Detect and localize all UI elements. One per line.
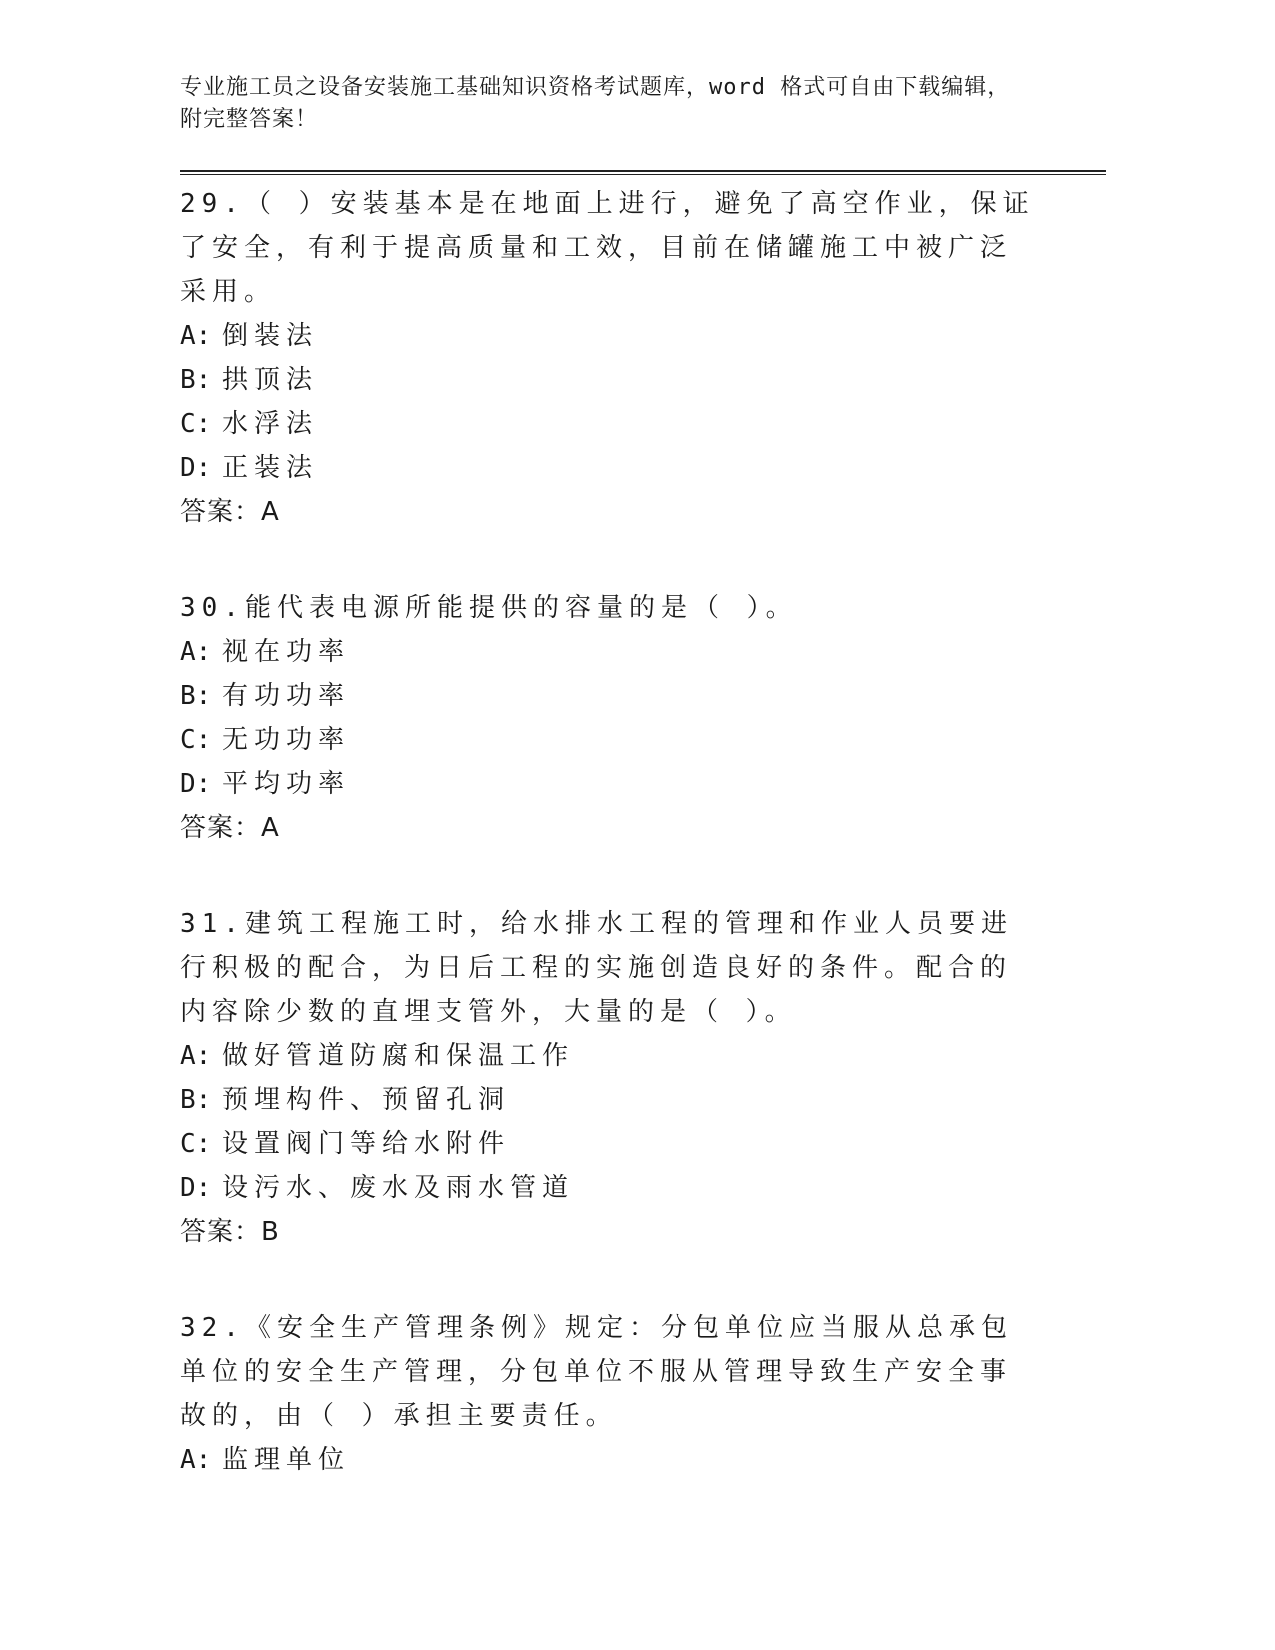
question-stem: 32.《安全生产管理条例》规定：分包单位应当服从总承包单位的安全生产管理，分包单位不服从管理导致生产安全事故的，由（ ）承担主要责任。 bbox=[180, 1313, 1013, 1431]
option-text: 水浮法 bbox=[222, 409, 319, 439]
option-text: 拱顶法 bbox=[222, 365, 319, 395]
option-letter: D: bbox=[180, 453, 212, 483]
option-letter: A: bbox=[180, 637, 212, 667]
option-text: 设污水、废水及雨水管道 bbox=[222, 1173, 575, 1203]
question-30 bbox=[180, 586, 1040, 850]
option-b bbox=[180, 1078, 1040, 1122]
document-header bbox=[180, 72, 1080, 136]
option-letter: C: bbox=[180, 725, 212, 755]
option-text: 无功功率 bbox=[222, 725, 351, 755]
option-c bbox=[180, 402, 1040, 446]
option-c bbox=[180, 718, 1040, 762]
option-text: 平均功率 bbox=[222, 769, 351, 799]
option-letter: A: bbox=[180, 1041, 212, 1071]
option-c bbox=[180, 1122, 1040, 1166]
answer-line: 答案：A bbox=[180, 813, 280, 843]
option-text: 视在功率 bbox=[222, 637, 351, 667]
option-a bbox=[180, 1034, 1040, 1078]
header-line-1: 专业施工员之设备安装施工基础知识资格考试题库，word 格式可自由下载编辑， bbox=[180, 75, 1011, 100]
option-text: 正装法 bbox=[222, 453, 319, 483]
option-d bbox=[180, 446, 1040, 490]
question-stem: 30.能代表电源所能提供的容量的是（ ）。 bbox=[180, 593, 798, 623]
option-letter: B: bbox=[180, 365, 212, 395]
option-b bbox=[180, 358, 1040, 402]
header-line-2: 附完整答案！ bbox=[180, 107, 319, 132]
option-text: 设置阀门等给水附件 bbox=[222, 1129, 511, 1159]
question-stem: 31.建筑工程施工时，给水排水工程的管理和作业人员要进行积极的配合，为日后工程的实施创造良好的条件。配合的内容除少数的直埋支管外，大量的是（ ）。 bbox=[180, 909, 1013, 1027]
option-text: 有功功率 bbox=[222, 681, 351, 711]
header-divider bbox=[180, 170, 1106, 175]
question-32 bbox=[180, 1306, 1040, 1482]
question-31 bbox=[180, 902, 1040, 1254]
option-letter: C: bbox=[180, 409, 212, 439]
option-letter: C: bbox=[180, 1129, 212, 1159]
option-letter: B: bbox=[180, 1085, 212, 1115]
option-a bbox=[180, 1438, 1040, 1482]
option-letter: B: bbox=[180, 681, 212, 711]
answer-line: 答案：A bbox=[180, 497, 280, 527]
question-29 bbox=[180, 182, 1040, 534]
option-d bbox=[180, 762, 1040, 806]
option-letter: A: bbox=[180, 321, 212, 351]
answer-line: 答案：B bbox=[180, 1217, 280, 1247]
question-stem: 29.（ ）安装基本是在地面上进行，避免了高空作业，保证了安全，有利于提高质量和工效，目前在储罐施工中被广泛采用。 bbox=[180, 189, 1035, 307]
option-letter: D: bbox=[180, 1173, 212, 1203]
option-text: 做好管道防腐和保温工作 bbox=[222, 1041, 575, 1071]
option-a bbox=[180, 630, 1040, 674]
option-text: 倒装法 bbox=[222, 321, 319, 351]
option-text: 监理单位 bbox=[222, 1445, 351, 1475]
option-a bbox=[180, 314, 1040, 358]
option-letter: A: bbox=[180, 1445, 212, 1475]
option-d bbox=[180, 1166, 1040, 1210]
option-text: 预埋构件、预留孔洞 bbox=[222, 1085, 511, 1115]
option-b bbox=[180, 674, 1040, 718]
option-letter: D: bbox=[180, 769, 212, 799]
question-list bbox=[180, 182, 1040, 1534]
